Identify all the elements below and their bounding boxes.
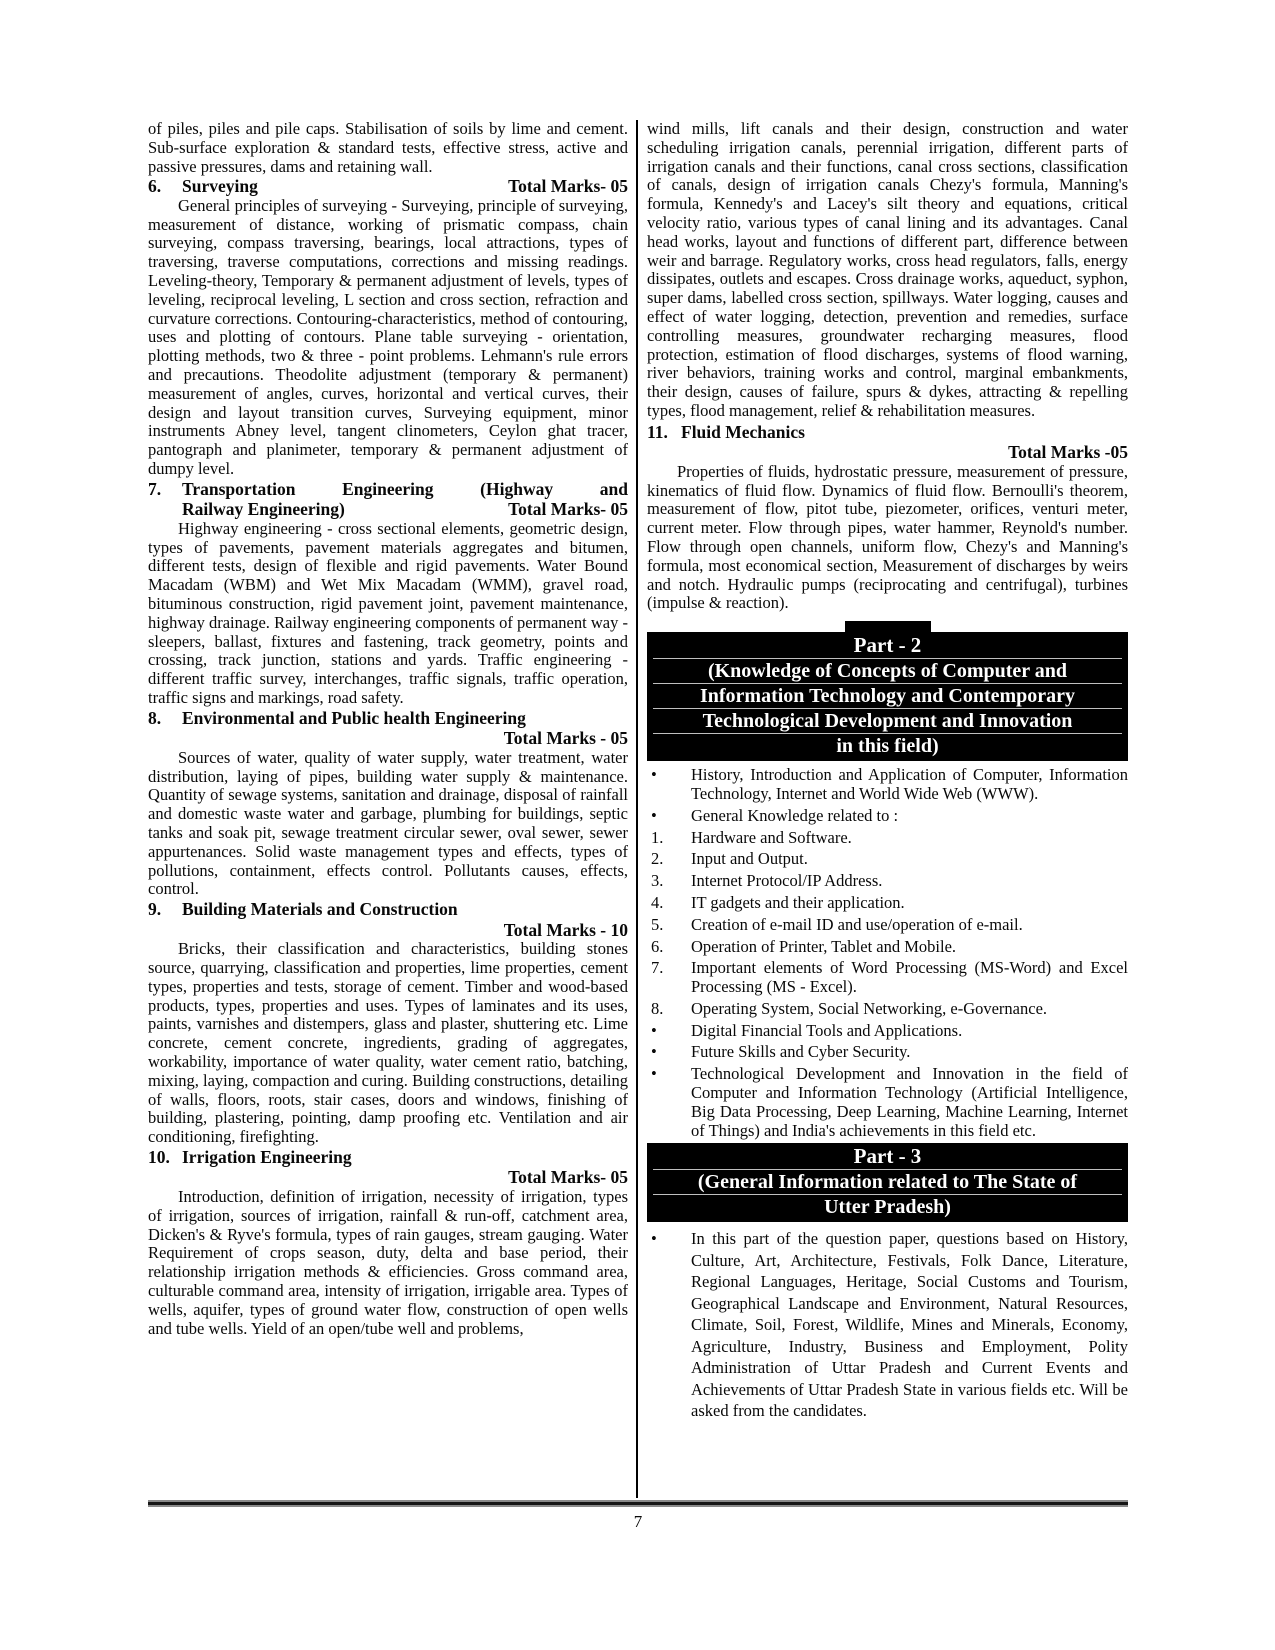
list-item [647,807,1128,826]
section-number: 10. [148,1146,170,1167]
list-item [647,1022,1128,1041]
number-marker: 4. [651,892,664,912]
section-11-body: Properties of fluids, hydrostatic pressure, measurement of pressure, kinematics of fluid flow. Dynamics of fluid flow. Bernoulli's theorem, measurement of flow, pitot tube, piezometer, orifices, venturi meter, current meter. Flow through pipes, water hammer, Reynold's number. Flow through open channels, uniform flow, Chezy's and Manning's formula, most economical section, Measurement of discharges by weirs and notch. Hydraulic pumps (reciprocating and centrifugal), turbines (impulse & reaction). [647,461,1128,613]
section-heading-6 [148,176,628,197]
list-item [647,850,1128,869]
section-title: Building Materials and Construction [182,899,458,920]
list-item-text: Creation of e-mail ID and use/operation of e-mail. [691,914,1023,934]
part3-subtitle-line: Utter Pradesh) [824,1196,951,1219]
list-item-text: Operating System, Social Networking, e-Governance. [691,998,1048,1018]
section-title-line1 [148,479,628,500]
list-item [647,1000,1128,1019]
number-marker: 6. [651,936,664,956]
number-marker: 5. [651,914,664,934]
list-item-text: Important elements of Word Processing (MS-Word) and Excel Processing (MS - Excel). [691,958,1128,997]
list-item-text: Digital Financial Tools and Applications. [691,1020,963,1040]
list-item [647,916,1128,935]
list-item-text: Operation of Printer, Tablet and Mobile. [691,936,957,956]
section-title: Irrigation Engineering [182,1146,352,1167]
footer-rule [148,1502,1128,1505]
section-heading-8 [148,708,628,729]
number-marker: 8. [651,998,664,1018]
list-item [647,1043,1128,1062]
section-10-body: Introduction, definition of irrigation, necessity of irrigation, types of irrigation, sources of irrigation, rainfall & run-off, catchment area, Dicken's & Ryve's formula, types of rain gauges, stream gauging. Water Requirement of crops season, duty, delta and base period, their relationship irrigation methods & efficiencies. Gross command area, culturable command area, intensity of irrigation, irrigable area. Types of wells, aquifer, types of ground water flow, construction of open wells and tube wells. Yield of an open/tube well and problems, [148,1186,628,1338]
part2-header [647,632,1128,761]
number-marker: 2. [651,849,664,869]
section-9-body: Bricks, their classification and characteristics, building stones source, quarrying, classification and properties, lime properties, cement types, properties and tests, storage of cement. Timber and wood-based products, types, properties and uses. Types of laminates and its uses, paints, varnishes and distempers, glass and plaster, shuttering etc. Lime concrete, cement concrete, ingredients, grading of aggregates, workability, importance of water quality, water cement ratio, batching, mixing, laying, compaction and curing. Building constructions, detailing of walls, floors, roots, stair cases, doors and windows, finishing of building, plastering, pointing, damp proofing etc. Ventilation and air conditioning, firefighting. [148,939,628,1147]
part2-subtitle-line: (Knowledge of Concepts of Computer and [653,659,1122,684]
bullet-marker: • [651,765,657,785]
section-number: 6. [148,176,162,197]
total-marks-label: Total Marks - 05 [503,728,628,749]
section-heading-11 [647,422,1128,443]
list-item-text: History, Introduction and Application of Computer, Information Technology, Internet and World Wide Web (WWW). [691,765,1128,803]
part2-title: Part - 2 [653,633,1122,659]
total-marks-label: Total Marks- 05 [508,499,628,520]
number-marker: 3. [651,871,664,891]
section-heading-7 [148,479,628,520]
section-heading-9 [148,899,628,920]
list-item [647,829,1128,848]
list-item [647,894,1128,913]
section-title: Transportation Engineering (Highway and [182,478,628,499]
bullet-marker: • [651,1020,657,1040]
part2-subtitle-line: Technological Development and Innovation [653,709,1122,734]
list-item [647,766,1128,804]
section-8-body: Sources of water, quality of water supply, water treatment, water distribution, laying of pipes, building water supply & maintenance. Quantity of sewage systems, sanitation and drainage, disposal of rainfall and domestic waste water and garbage, plumbing for buildings, septic tanks and soak pit, sewage treatment circular sewer, oval sewer, sewer appurtenances. Solid waste management types and effects, types of pollutions, containment, effects control. Pollutants causes, effects, control. [148,747,628,899]
part2-topic-list [647,766,1128,1140]
number-marker: 7. [651,958,664,978]
section-title: Fluid Mechanics [681,421,805,442]
section-number: 11. [647,421,668,442]
part3-subtitle-line: (General Information related to The State of [653,1170,1122,1195]
part3-header [647,1143,1128,1222]
bullet-marker: • [651,1229,657,1249]
section-title-line2 [148,499,628,520]
page-number: 7 [633,1512,643,1531]
bullet-marker: • [651,1042,657,1062]
section-heading-10 [148,1147,628,1168]
part2-subtitle-line: in this field) [836,735,939,758]
list-item-text: Input and Output. [691,849,808,869]
list-item-text: Hardware and Software. [691,827,852,847]
part3-list-item [647,1228,1128,1422]
section-title: Railway Engineering) [182,499,345,520]
total-marks-label: Total Marks- 05 [508,176,628,197]
list-item [647,938,1128,957]
list-item-text: Internet Protocol/IP Address. [691,871,883,891]
list-item-text: General Knowledge related to : [691,805,899,825]
list-item [647,959,1128,997]
total-marks-label: Total Marks - 10 [503,919,628,940]
paragraph-continuation: wind mills, lift canals and their design, construction and water scheduling irrigation canals, perennial irrigation, different parts of irrigation canals and their functions, canal cross sections, classification of canals, design of irrigation canals Chezy's formula, Manning's formula, Kennedy's and Lacey's silt theory and equations, critical velocity ratio, various types of canal lining and its advantages. Canal head works, layout and functions of different part, difference between weir and barrage. Regulatory works, cross head regulators, falls, energy dissipates, outlets and escapes. Cross drainage works, aqueduct, syphon, super dams, labelled cross section, spillways. Water logging, causes and effect of water logging, detection, prevention and remedies, surface controlling measures, groundwater recharging measures, flood protection, estimation of flood discharges, systems of flood warning, river behaviors, training works and control, marginal embankments, their design, causes of failure, spurs & dykes, attracting & repelling types, flood management, relief & rehabilitation measures. [647,119,1128,420]
bullet-marker: • [651,1064,657,1084]
section-number: 9. [148,899,162,920]
list-item [647,872,1128,891]
page-content [148,120,1128,1498]
section-number: 7. [148,478,162,499]
list-item-text: IT gadgets and their application. [691,892,905,912]
part2-subtitle-line: Information Technology and Contemporary [653,684,1122,709]
section-number: 8. [148,707,162,728]
section-7-body: Highway engineering - cross sectional elements, geometric design, types of pavements, pavement materials aggregates and bitumen, different tests, design of flexible and rigid pavements. Water Bound Macadam (WBM) and Wet Mix Macadam (WMM), gravel road, bituminous construction, rigid pavement joint, pavement maintenance, highway drainage. Railway engineering components of permanent way - sleepers, ballast, fixtures and fastening, track geometry, points and crossing, track junction, stations and yards. Traffic engineering - different traffic survey, interchanges, traffic signals, traffic operation, traffic signs and markings, road safety. [148,518,628,708]
list-item-text: Technological Development and Innovation in the field of Computer and Information Technology (Artificial Intelligence, Big Data Processing, Deep Learning, Machine Learning, Internet of Things) and India's achievements in this field etc. [691,1064,1128,1140]
section-6-body: General principles of surveying - Surveying, principle of surveying, measurement of distance, working of prismatic compass, chain surveying, compass traversing, bearings, local attractions, types of traversing, traverse computations, corrections and missing readings. Leveling-theory, Temporary & permanent adjustment of levels, types of leveling, reciprocal leveling, L section and cross section, refraction and curvature corrections. Contouring-characteristics, method of contouring, uses and plotting of contours. Plane table surveying - orientation, plotting methods, two & three - point problems. Lehmann's rule errors and precautions. Theodolite adjustment (temporary & permanent) measurement of angles, curves, horizontal and vertical curves, their design and layout transition curves, Surveying equipment, minor instruments Abney level, tangent clinometers, Ceylon ghat tracer, pantograph and planimeter, temporary & permanent adjustment of dumpy level. [148,195,628,479]
list-item-text: In this part of the question paper, questions based on History, Culture, Art, Architecture, Festivals, Folk Dance, Literature, Regional Languages, Heritage, Social Customs and Tourism, Geographical Landscape and Environment, Natural Resources, Climate, Soil, Forest, Wildlife, Mines and Minerals, Economy, Agriculture, Industry, Business and Employment, Polity Administration of Uttar Pradesh and Current Events and Achievements of Uttar Pradesh State in various fields etc. Will be asked from the candidates. [691,1229,1128,1421]
part3-title: Part - 3 [653,1144,1122,1170]
two-column-layout [148,120,1128,1498]
list-item [647,1065,1128,1140]
bullet-marker: • [651,805,657,825]
column-divider-rule [636,120,638,1498]
list-item-text: Future Skills and Cyber Security. [691,1042,911,1062]
section-title: Environmental and Public health Engineering [182,707,526,728]
total-marks-label: Total Marks- 05 [508,1167,628,1188]
part2-header-tab [845,621,931,632]
section-title: Surveying [182,176,258,197]
number-marker: 1. [651,827,664,847]
left-column [148,120,628,1498]
paragraph-continuation: of piles, piles and pile caps. Stabilisation of soils by lime and cement. Sub-surface exploration & standard tests, effective stress, active and passive pressures, dams and retaining wall. [148,119,628,176]
right-column [647,120,1128,1498]
total-marks-label: Total Marks -05 [1008,442,1128,463]
